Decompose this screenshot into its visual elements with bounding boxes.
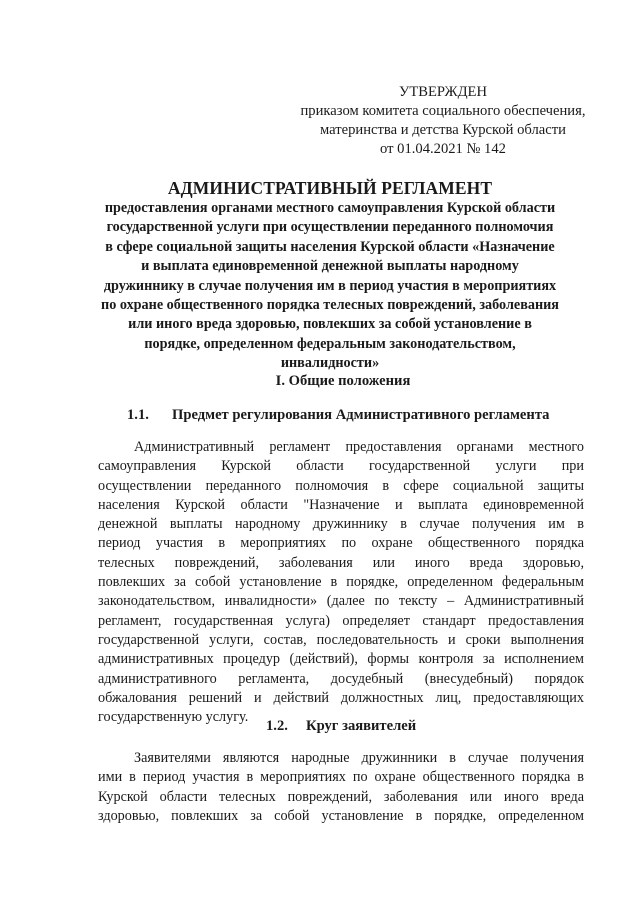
subtitle-line: предоставления органами местного самоуправления Курской области bbox=[104, 200, 556, 216]
section-general-provisions-heading: I. Общие положения bbox=[275, 373, 411, 389]
section-number: 1.1. bbox=[127, 407, 149, 423]
text-line: административных процедур (действий), формы контроля за исполнением bbox=[98, 651, 584, 668]
subtitle-line: или иного вреда здоровью, повлекших за собой установление в bbox=[128, 316, 532, 333]
subtitle-line: инвалидности» bbox=[280, 355, 380, 372]
text-line: населения Курской области "Назначение и выплата единовременной bbox=[98, 496, 584, 513]
document-title: АДМИНИСТРАТИВНЫЙ РЕГЛАМЕНТ bbox=[167, 178, 493, 198]
text-line: Административный регламент предоставления органами местного bbox=[134, 439, 584, 455]
text-line: период участия в мероприятиях по охране общественного порядка bbox=[98, 535, 584, 552]
section-title: Предмет регулирования Административного регламента bbox=[172, 407, 550, 423]
text-line: Курской области телесных повреждений, заболевания или иного вреда bbox=[98, 788, 584, 805]
text-line: денежной выплаты народному дружиннику в случае получения им в bbox=[98, 516, 584, 533]
subtitle-line: государственной услуги при осуществлении переданного полномочия bbox=[106, 219, 554, 236]
approval-order-line: приказом комитета социального обеспечения, bbox=[300, 103, 586, 119]
section-1-1-heading bbox=[127, 406, 549, 425]
text-line: регламент, государственная услуга) определяет стандарт предоставления bbox=[98, 612, 584, 629]
approval-committee-line: материнства и детства Курской области bbox=[320, 122, 566, 138]
section-number: 1.2. bbox=[266, 718, 288, 734]
text-line: государственной услуги, состав, последовательность и сроки выполнения bbox=[98, 631, 584, 648]
document-subtitle bbox=[86, 199, 574, 374]
text-line: Заявителями являются народные дружинники в случае получения bbox=[134, 750, 584, 766]
text-line: самоуправления Курской области государственной услуги при bbox=[98, 458, 584, 475]
text-line: повлекших за собой установление в порядке, определенном федеральным bbox=[98, 574, 584, 591]
text-line: осуществлении переданного полномочия в сфере социальной защиты bbox=[98, 477, 584, 494]
subtitle-line: порядке, определенном федеральным законодательством, bbox=[144, 335, 516, 352]
text-line: ими в период участия в мероприятиях по охране общественного порядка в bbox=[98, 769, 584, 786]
subtitle-line: в сфере социальной защиты населения Курской области «Назначение bbox=[105, 238, 555, 255]
text-line: законодательством, инвалидности» (далее по тексту – Административный bbox=[98, 593, 584, 610]
section-1-2-heading bbox=[266, 717, 416, 736]
text-line: здоровью, повлекших за собой установление в порядке, определенном bbox=[98, 807, 584, 824]
text-line: телесных повреждений, заболевания или иного вреда здоровью, bbox=[98, 554, 584, 571]
text-line: административного регламента, досудебный (внесудебный) порядок bbox=[98, 670, 584, 687]
subtitle-line: и выплата единовременной денежной выплаты народному bbox=[141, 258, 519, 275]
approval-date-line: от 01.04.2021 № 142 bbox=[380, 141, 506, 157]
section-title: Круг заявителей bbox=[306, 718, 417, 734]
paragraph-applicants bbox=[98, 749, 584, 826]
approval-heading: УТВЕРЖДЕН bbox=[399, 84, 487, 100]
text-line: государственную услугу. bbox=[98, 709, 249, 726]
text-line: обжалования решений и действий должностных лиц, предоставляющих bbox=[98, 689, 584, 706]
subtitle-line: дружиннику в случае получения им в период участия в мероприятиях bbox=[103, 277, 557, 294]
approval-stamp-block bbox=[283, 83, 603, 159]
subtitle-line: по охране общественного порядка телесных повреждений, заболевания bbox=[101, 297, 559, 314]
paragraph-subject bbox=[98, 438, 584, 727]
